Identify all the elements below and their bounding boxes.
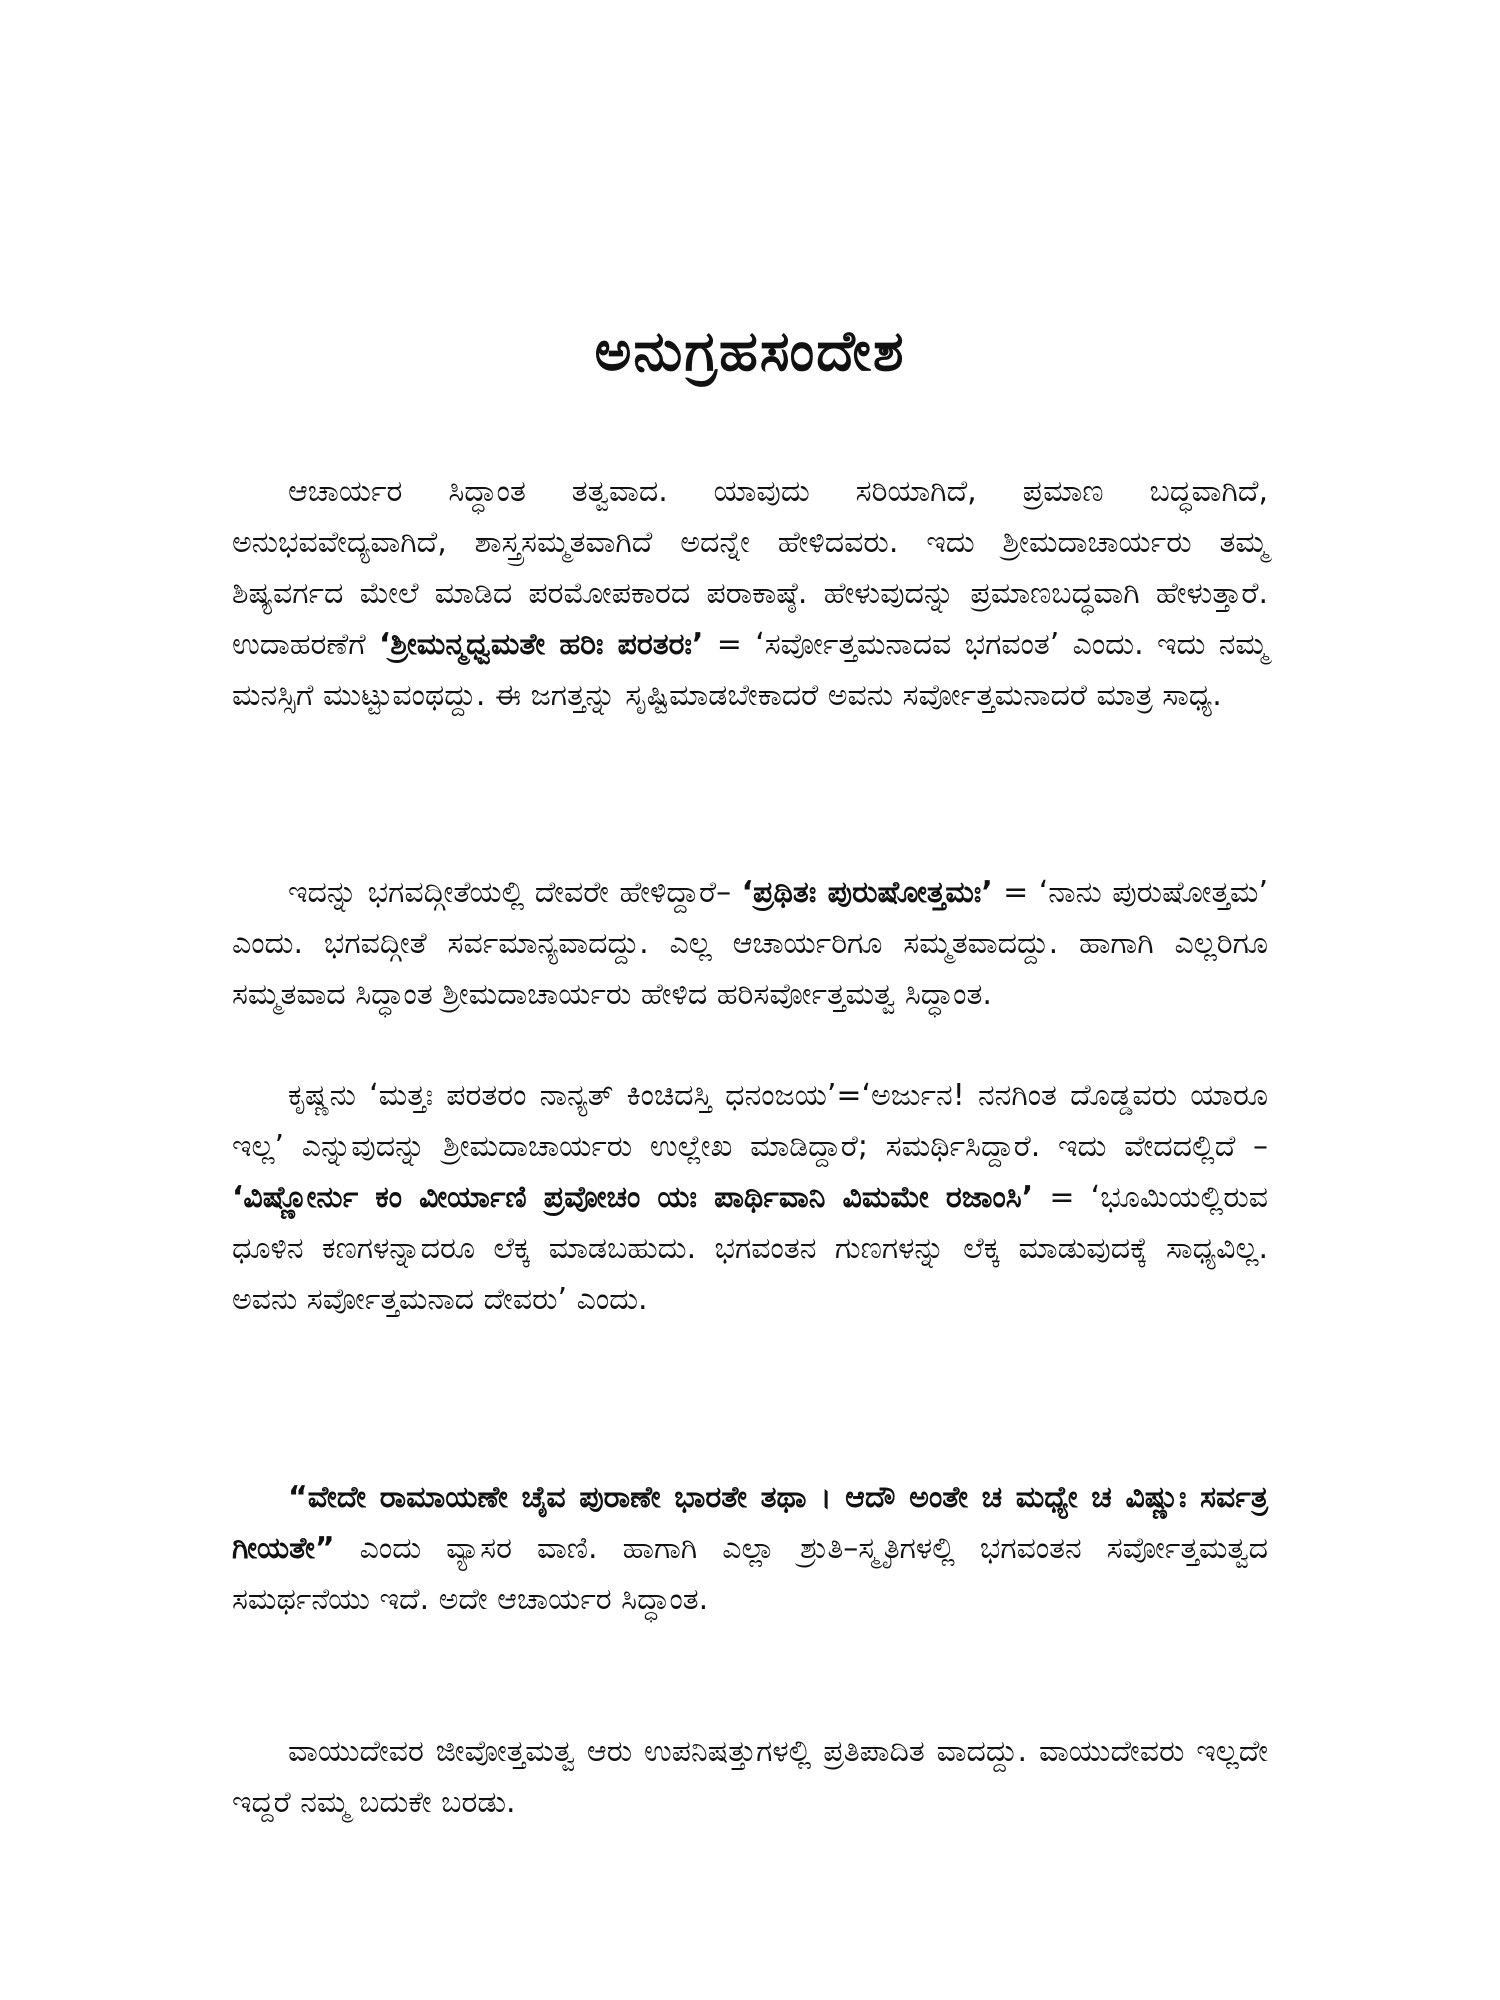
paragraph-text: ಕೃಷ್ಣನು ‘ಮತ್ತಃ ಪರತರಂ ನಾನ್ಯತ್ ಕಿಂಚಿದಸ್ತಿ ಧನಂಜಯ’=‘ಅರ್ಜುನ! ನನಗಿಂತ ದೊಡ್ಡವರು ಯಾರೂ ಇಲ್ಲ’ ಎನ್ನುವುದನ್ನು ಶ್ರೀಮದಾಚಾರ್ಯರು ಉಲ್ಲೇಖ ಮಾಡಿದ್ದಾರೆ; ಸಮರ್ಥಿಸಿದ್ದಾರೆ. ಇದು ವೇದದಲ್ಲಿದೆ –: [232, 1078, 1268, 1164]
paragraph: [232, 867, 1268, 1020]
paragraph: [232, 1070, 1268, 1325]
paragraph-text: = ‘ಸರ್ವೋತ್ತಮನಾದವ ಭಗವಂತ’ ಎಂದು. ಇದು ನಮ್ಮ ಮನಸ್ಸಿಗೆ ಮುಟ್ಟುವಂಥದ್ದು. ಈ ಜಗತ್ತನ್ನು ಸೃಷ್ಟಿಮಾಡಬೇಕಾದರೆ ಅವನು ಸರ್ವೋತ್ತಮನಾದರೆ ಮಾತ್ರ ಸಾಧ್ಯ.: [232, 627, 1268, 713]
paragraph: [232, 466, 1268, 721]
paragraph-text: ಎಂದು ವ್ಯಾಸರ ವಾಣಿ. ಹಾಗಾಗಿ ಎಲ್ಲಾ ಶ್ರುತಿ–ಸ್ಮೃತಿಗಳಲ್ಲಿ ಭಗವಂತನ ಸರ್ವೋತ್ತಮತ್ವದ ಸಮರ್ಥನೆಯು ಇದೆ. ಅದೇ ಆಚಾರ್ಯರ ಸಿದ್ಧಾಂತ.: [232, 1531, 1268, 1617]
paragraph: [232, 1472, 1268, 1625]
paragraph-text: ಇದನ್ನು ಭಗವದ್ಗೀತೆಯಲ್ಲಿ ದೇವರೇ ಹೇಳಿದ್ದಾರೆ–: [288, 875, 742, 910]
paragraph: [232, 1726, 1268, 1828]
paragraph-text: ಆಚಾರ್ಯರ ಸಿದ್ಧಾಂತ ತತ್ವವಾದ. ಯಾವುದು ಸರಿಯಾಗಿದೆ, ಪ್ರಮಾಣ ಬದ್ಧವಾಗಿದೆ, ಅನುಭವವೇದ್ಯವಾಗಿದೆ, ಶಾಸ್ತ್ರಸಮ್ಮತವಾಗಿದೆ ಅದನ್ನೇ ಹೇಳಿದವರು. ಇದು ಶ್ರೀಮದಾಚಾರ್ಯರು ತಮ್ಮ ಶಿಷ್ಯವರ್ಗದ ಮೇಲೆ ಮಾಡಿದ ಪರಮೋಪಕಾರದ ಪರಾಕಾಷ್ಠೆ. ಹೇಳುವುದನ್ನು ಪ್ರಮಾಣಬದ್ಧವಾಗಿ ಹೇಳುತ್ತಾರೆ. ಉದಾಹರಣೆಗೆ: [232, 474, 1268, 662]
paragraph-text: = ‘ನಾನು ಪುರುಷೋತ್ತಮ’ ಎಂದು. ಭಗವದ್ಗೀತೆ ಸರ್ವಮಾನ್ಯವಾದದ್ದು. ಎಲ್ಲ ಆಚಾರ್ಯರಿಗೂ ಸಮ್ಮತವಾದದ್ದು. ಹಾಗಾಗಿ ಎಲ್ಲರಿಗೂ ಸಮ್ಮತವಾದ ಸಿದ್ಧಾಂತ ಶ್ರೀಮದಾಚಾರ್ಯರು ಹೇಳಿದ ಹರಿಸರ್ವೋತ್ತಮತ್ವ ಸಿದ್ಧಾಂತ.: [232, 875, 1268, 1012]
sanskrit-quote: ‘ಶ್ರೀಮನ್ಮಧ್ವಮತೇ ಹರಿಃ ಪರತರಃ’: [379, 627, 704, 662]
sanskrit-quote: ‘ಪ್ರಥಿತಃ ಪುರುಷೋತ್ತಮಃ’: [741, 875, 993, 910]
sanskrit-quote: “ವೇದೇ ರಾಮಾಯಣೇ ಚೈವ ಪುರಾಣೇ ಭಾರತೇ ತಥಾ । ಆದೌ ಅಂತೇ ಚ ಮಧ್ಯೇ ಚ ವಿಷ್ಣುಃ ಸರ್ವತ್ರ ಗೀಯತೇ”: [232, 1480, 1268, 1566]
page-title: ಅನುಗ್ರಹಸಂದೇಶ: [594, 319, 906, 384]
paragraph-text: ವಾಯುದೇವರ ಜೀವೋತ್ತಮತ್ವ ಆರು ಉಪನಿಷತ್ತುಗಳಲ್ಲಿ ಪ್ರತಿಪಾದಿತ ವಾದದ್ದು. ವಾಯುದೇವರು ಇಲ್ಲದೇ ಇದ್ದರೆ ನಮ್ಮ ಬದುಕೇ ಬರಡು.: [232, 1734, 1268, 1820]
paragraph-text: = ‘ಭೂಮಿಯಲ್ಲಿರುವ ಧೂಳಿನ ಕಣಗಳನ್ನಾದರೂ ಲೆಕ್ಕ ಮಾಡಬಹುದು. ಭಗವಂತನ ಗುಣಗಳನ್ನು ಲೆಕ್ಕ ಮಾಡುವುದಕ್ಕೆ ಸಾಧ್ಯವಿಲ್ಲ. ಅವನು ಸರ್ವೋತ್ತಮನಾದ ದೇವರು’ ಎಂದು.: [232, 1180, 1268, 1317]
sanskrit-quote: ‘ವಿಷ್ಣೋರ್ನು ಕಂ ವೀರ್ಯಾಣಿ ಪ್ರವೋಚಂ ಯಃ ಪಾರ್ಥಿವಾನಿ ವಿಮಮೇ ರಜಾಂಸಿ’: [232, 1180, 1034, 1215]
